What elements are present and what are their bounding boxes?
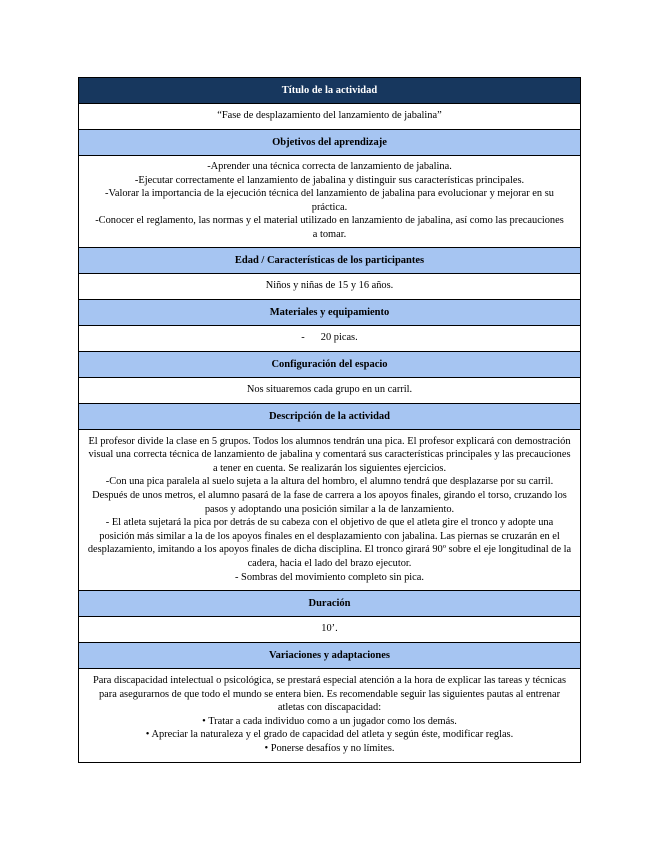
materials-header: Materiales y equipamiento: [79, 299, 580, 325]
objectives-content: [79, 155, 580, 247]
objectives-header: Objetivos del aprendizaje: [79, 129, 580, 155]
description-paragraph: - El atleta sujetará la pica por detrás de su cabeza con el objetivo de que el atleta gire el tronco y adopte una posición más similar a la de los apoyos finales en el desplazamiento con jabalina. Las piernas se cruzarán en el desplazamiento, imitando a los apoyos finales de dicha disciplina. El tronco girará 90º sobre el eje longitudinal de la cadera, hacia el lado del brazo ejecutor.: [87, 517, 572, 569]
activity-title-header: Título de la actividad: [79, 78, 580, 103]
variations-bullet: • Tratar a cada individuo como a un jugador como los demás.: [202, 715, 457, 727]
description-paragraph: - Sombras del movimiento completo sin pica.: [234, 571, 425, 583]
variations-header: Variaciones y adaptaciones: [79, 642, 580, 668]
objective-item: -Valorar la importancia de la ejecución técnica del lanzamiento de jabalina para evolucionar y mejorar en su práctica.: [105, 188, 554, 213]
objective-item: -Conocer el reglamento, las normas y el material utilizado en lanzamiento de jabalina, así como las precauciones a tomar.: [95, 215, 564, 240]
description-paragraph: -Con una pica paralela al suelo sujeta a la altura del hombro, el alumno tendrá que desplazarse por su carril. Después de unos metros, el alumno pasará de la fase de carrera a los apoyos finales, girando el torso, cruzando los pasos y adoptando una posición similar a la de lanzamiento.: [92, 476, 567, 515]
duration-header: Duración: [79, 590, 580, 616]
space-config-content: Nos situaremos cada grupo en un carril.: [79, 377, 580, 403]
objective-item: -Ejecutar correctamente el lanzamiento de jabalina y distinguir sus características principales.: [134, 174, 525, 186]
activity-sheet: [78, 77, 581, 763]
description-header: Descripción de la actividad: [79, 403, 580, 429]
age-header: Edad / Características de los participantes: [79, 247, 580, 273]
materials-item: 20 picas.: [320, 331, 358, 343]
age-content: Niños y niñas de 15 y 16 años.: [79, 273, 580, 299]
duration-content: 10’.: [79, 616, 580, 642]
variations-content: [79, 668, 580, 762]
description-paragraph: El profesor divide la clase en 5 grupos. Todos los alumnos tendrán una pica. El profesor explicará con demostración visual una correcta técnica de lanzamiento de jabalina y comentará sus características principales y las precauciones a tener en cuenta. Se realizarán los siguientes ejercicios.: [88, 435, 571, 474]
activity-title: “Fase de desplazamiento del lanzamiento de jabalina”: [79, 103, 580, 129]
materials-bullet: -: [301, 331, 305, 343]
objective-item: -Aprender una técnica correcta de lanzamiento de jabalina.: [207, 161, 452, 172]
variations-bullet: • Apreciar la naturaleza y el grado de capacidad del atleta y según éste, modificar reglas.: [145, 729, 514, 741]
description-content: [79, 429, 580, 591]
materials-content: [79, 325, 580, 351]
variations-bullet: • Ponerse desafíos y no límites.: [264, 743, 395, 755]
space-config-header: Configuración del espacio: [79, 351, 580, 377]
variations-paragraph: Para discapacidad intelectual o psicológica, se prestará especial atención a la hora de explicar las tareas y técnicas para asegurarnos de que todo el mundo se entera bien. Es recomendable seguir las siguientes pautas al entrenar atletas con discapacidad:: [92, 675, 567, 714]
